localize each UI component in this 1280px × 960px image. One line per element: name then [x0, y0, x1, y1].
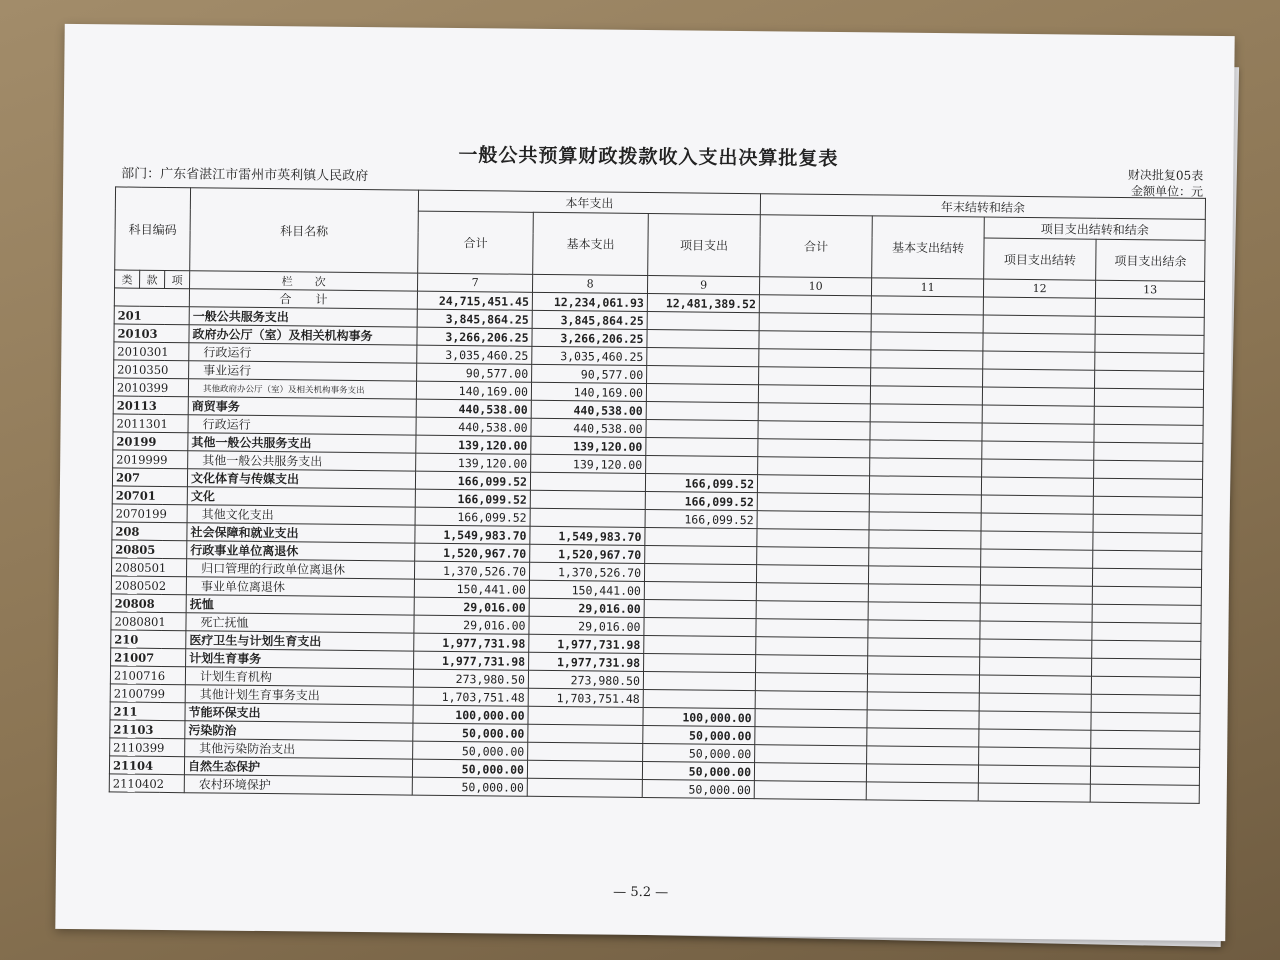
empty-cell — [1091, 676, 1200, 695]
total-cell: 50,000.00 — [413, 723, 528, 742]
empty-cell — [983, 315, 1095, 334]
basic-cell: 1,370,526.70 — [530, 562, 645, 581]
subject-code-cell: 21007 — [111, 648, 186, 667]
total-cell: 140,169.00 — [416, 381, 531, 400]
project-cell — [644, 564, 756, 583]
empty-cell — [1090, 766, 1199, 785]
subject-code-cell: 208 — [112, 522, 187, 541]
header-lanci: 栏 次 — [190, 271, 418, 291]
project-cell — [645, 546, 757, 565]
total-cell: 150,441.00 — [414, 579, 529, 598]
col-number-10: 10 — [760, 277, 872, 296]
project-cell — [647, 312, 759, 331]
total-cell: 1,977,731.98 — [414, 651, 529, 670]
basic-cell — [527, 760, 642, 779]
empty-cell — [981, 567, 1093, 586]
empty-cell — [757, 529, 869, 548]
empty-cell — [1093, 478, 1202, 497]
empty-cell — [871, 368, 983, 387]
empty-cell — [1093, 532, 1202, 551]
empty-cell — [870, 386, 982, 405]
total-cell: 440,538.00 — [416, 399, 531, 418]
subject-code-cell: 2010399 — [113, 378, 188, 397]
empty-cell — [1092, 658, 1201, 677]
empty-cell — [757, 547, 869, 566]
total-cell: 50,000.00 — [412, 777, 527, 796]
subject-name-cell: 其他一般公共服务支出 — [188, 433, 416, 453]
empty-cell — [1092, 604, 1201, 623]
department-label: 部门：广东省湛江市雷州市英利镇人民政府 — [121, 166, 369, 185]
basic-cell: 3,266,206.25 — [532, 328, 647, 347]
form-code-block — [1128, 167, 1204, 200]
total-cell: 50,000.00 — [412, 759, 527, 778]
col-number-12: 12 — [984, 279, 1096, 298]
subject-name-cell: 抚恤 — [186, 595, 414, 615]
project-cell — [646, 438, 758, 457]
total-cell: 3,035,460.25 — [417, 345, 532, 364]
basic-cell: 440,538.00 — [531, 400, 646, 419]
subject-code-cell: 2100799 — [110, 684, 185, 703]
project-cell: 166,099.52 — [645, 474, 757, 493]
basic-cell — [527, 778, 642, 797]
subject-code-cell: 20805 — [112, 540, 187, 559]
empty-cell — [1094, 460, 1203, 479]
empty-cell — [755, 673, 867, 692]
subject-code-cell: 2100716 — [110, 666, 185, 685]
empty-cell — [759, 331, 871, 350]
subject-code-cell: 20808 — [111, 594, 186, 613]
basic-cell: 29,016.00 — [529, 598, 644, 617]
total-cell: 90,577.00 — [417, 363, 532, 382]
subject-code-cell: 21103 — [110, 720, 185, 739]
empty-cell — [980, 585, 1092, 604]
total-cell: 166,099.52 — [415, 507, 530, 526]
empty-cell — [867, 746, 979, 765]
basic-cell: 139,120.00 — [531, 454, 646, 473]
project-cell — [644, 653, 756, 672]
subject-name-cell: 污染防治 — [185, 721, 413, 741]
basic-cell: 440,538.00 — [531, 418, 646, 437]
empty-cell — [982, 459, 1094, 478]
col-number-7: 7 — [418, 273, 533, 292]
totals-project: 12,481,389.52 — [647, 294, 759, 313]
empty-cell — [868, 584, 980, 603]
subject-code-cell: 207 — [112, 468, 187, 487]
subject-code-cell: 2080801 — [111, 612, 186, 631]
total-cell: 100,000.00 — [413, 705, 528, 724]
subject-name-cell: 事业单位离退休 — [186, 577, 414, 597]
empty-cell — [980, 639, 1092, 658]
subject-code-cell: 201 — [114, 306, 189, 325]
project-cell: 50,000.00 — [642, 761, 754, 780]
empty-cell — [979, 675, 1091, 694]
subject-code-cell: 211 — [110, 702, 185, 721]
basic-cell: 150,441.00 — [529, 580, 644, 599]
subject-name-cell: 行政运行 — [189, 343, 417, 363]
subject-code-cell: 20113 — [113, 396, 188, 415]
empty-cell — [1094, 424, 1203, 443]
total-cell: 1,520,967.70 — [415, 543, 530, 562]
empty-cell — [871, 332, 983, 351]
subject-name-cell: 其他污染防治支出 — [185, 739, 413, 759]
subject-code-cell: 2110399 — [110, 738, 185, 757]
empty-cell — [980, 603, 1092, 622]
subject-name-cell: 行政事业单位离退休 — [187, 541, 415, 561]
subject-code-cell: 2011301 — [113, 414, 188, 433]
total-cell: 1,549,983.70 — [415, 525, 530, 544]
empty-cell — [982, 405, 1094, 424]
total-cell: 1,977,731.98 — [414, 633, 529, 652]
subject-name-cell: 计划生育事务 — [186, 649, 414, 669]
empty-cell — [979, 747, 1091, 766]
empty-cell — [983, 333, 1095, 352]
page-number: — 5.2 — — [613, 884, 669, 901]
empty-cell — [1094, 406, 1203, 425]
empty-cell — [979, 693, 1091, 712]
total-cell: 29,016.00 — [414, 615, 529, 634]
project-cell — [644, 635, 756, 654]
empty-cell — [758, 385, 870, 404]
empty-cell — [1093, 496, 1202, 515]
empty-cell — [1092, 640, 1201, 659]
subject-name-cell: 其他政府办公厅（室）及相关机构事务支出 — [188, 379, 416, 399]
basic-cell: 1,977,731.98 — [529, 652, 644, 671]
empty-cell — [978, 765, 1090, 784]
empty-cell — [1091, 730, 1200, 749]
project-cell — [643, 671, 755, 690]
totals-basic: 12,234,061.93 — [532, 292, 647, 311]
subject-code-cell: 210 — [111, 630, 186, 649]
project-cell: 166,099.52 — [645, 510, 757, 529]
project-cell — [647, 348, 759, 367]
project-cell — [644, 617, 756, 636]
basic-cell: 29,016.00 — [529, 616, 644, 635]
header-total: 合计 — [418, 211, 534, 274]
total-cell: 3,845,864.25 — [417, 309, 532, 328]
project-cell — [644, 599, 756, 618]
basic-cell: 3,035,460.25 — [532, 346, 647, 365]
header-basic: 基本支出 — [533, 212, 649, 275]
col-number-8: 8 — [533, 274, 648, 293]
empty-cell — [1091, 748, 1200, 767]
project-cell: 50,000.00 — [643, 725, 755, 744]
col-number-13: 13 — [1096, 280, 1205, 299]
empty-cell — [755, 709, 867, 728]
empty-cell — [1091, 694, 1200, 713]
subject-name-cell: 节能环保支出 — [185, 703, 413, 723]
empty-cell — [980, 657, 1092, 676]
empty-cell — [871, 350, 983, 369]
empty-cell — [757, 493, 869, 512]
subject-name-cell: 政府办公厅（室）及相关机构事务 — [189, 325, 417, 345]
empty-cell — [757, 565, 869, 584]
empty-cell — [868, 620, 980, 639]
col-number-9: 9 — [648, 276, 760, 295]
header-xiang: 项 — [165, 270, 190, 288]
project-cell: 50,000.00 — [643, 743, 755, 762]
empty-cell — [1095, 352, 1204, 371]
empty-cell — [866, 782, 978, 801]
empty-cell — [758, 403, 870, 422]
empty-cell — [867, 710, 979, 729]
basic-cell: 1,549,983.70 — [530, 526, 645, 545]
subject-code-cell: 2019999 — [113, 450, 188, 469]
empty-cell — [867, 728, 979, 747]
empty-cell — [758, 439, 870, 458]
subject-code-cell: 21104 — [109, 756, 184, 775]
header-ye-project-carry: 项目支出结转 — [984, 238, 1096, 280]
budget-table — [109, 186, 1206, 803]
empty-cell — [757, 511, 869, 530]
empty-cell — [981, 513, 1093, 532]
empty-cell — [868, 602, 980, 621]
total-cell: 166,099.52 — [415, 489, 530, 508]
empty-cell — [869, 530, 981, 549]
empty-cell — [869, 512, 981, 531]
total-cell: 3,266,206.25 — [417, 327, 532, 346]
empty-cell — [983, 369, 1095, 388]
empty-cell — [978, 783, 1090, 802]
basic-cell — [530, 472, 645, 491]
basic-cell: 1,977,731.98 — [529, 634, 644, 653]
project-cell — [647, 330, 759, 349]
subject-name-cell: 其他文化支出 — [187, 505, 415, 525]
empty-cell — [980, 621, 1092, 640]
total-cell: 1,703,751.48 — [413, 687, 528, 706]
subject-code-cell: 2010301 — [114, 342, 189, 361]
empty-cell — [870, 440, 982, 459]
project-cell — [646, 420, 758, 439]
empty-cell — [979, 729, 1091, 748]
empty-cell — [1091, 712, 1200, 731]
subject-name-cell: 其他一般公共服务支出 — [188, 451, 416, 471]
empty-cell — [755, 727, 867, 746]
basic-cell — [528, 742, 643, 761]
project-cell — [647, 366, 759, 385]
subject-name-cell: 文化 — [187, 487, 415, 507]
empty-cell — [871, 314, 983, 333]
subject-code-cell: 2070199 — [112, 504, 187, 523]
header-ye-project-group: 项目支出结转和结余 — [984, 217, 1205, 240]
project-cell — [646, 402, 758, 421]
unit-label: 金额单位：元 — [1130, 184, 1204, 199]
subject-code-cell: 20103 — [114, 324, 189, 343]
subject-name-cell: 计划生育机构 — [185, 667, 413, 687]
empty-cell — [756, 583, 868, 602]
header-subject-code: 科目编码 — [115, 187, 191, 271]
empty-cell — [979, 711, 1091, 730]
empty-cell — [870, 458, 982, 477]
subject-code-cell: 2110402 — [109, 774, 184, 793]
subject-name-cell: 社会保障和就业支出 — [187, 523, 415, 543]
empty-cell — [755, 745, 867, 764]
subject-name-cell: 归口管理的行政单位离退休 — [187, 559, 415, 579]
header-current-year: 本年支出 — [418, 190, 760, 215]
empty-cell — [868, 638, 980, 657]
basic-cell: 139,120.00 — [531, 436, 646, 455]
totals-label: 合 计 — [189, 289, 417, 309]
total-cell: 139,120.00 — [416, 453, 531, 472]
empty-cell — [982, 387, 1094, 406]
empty-cell — [869, 566, 981, 585]
empty-cell — [981, 477, 1093, 496]
total-cell: 139,120.00 — [416, 435, 531, 454]
total-cell: 1,370,526.70 — [415, 561, 530, 580]
subject-code-cell: 2080502 — [111, 576, 186, 595]
subject-code-cell: 2080501 — [111, 558, 186, 577]
project-cell — [644, 582, 756, 601]
empty-cell — [868, 656, 980, 675]
header-lei: 类 — [115, 270, 140, 288]
empty-cell — [1092, 586, 1201, 605]
empty-cell — [756, 601, 868, 620]
empty-cell — [869, 548, 981, 567]
empty-cell — [1094, 388, 1203, 407]
basic-cell: 3,845,864.25 — [532, 310, 647, 329]
page-title: 一般公共预算财政拨款收入支出决算批复表 — [458, 144, 839, 171]
subject-name-cell: 文化体育与传媒支出 — [187, 469, 415, 489]
empty-cell — [870, 422, 982, 441]
project-cell — [643, 689, 755, 708]
basic-cell — [530, 508, 645, 527]
basic-cell — [530, 490, 645, 509]
subject-name-cell: 事业运行 — [189, 361, 417, 381]
total-cell: 440,538.00 — [416, 417, 531, 436]
empty-cell — [981, 495, 1093, 514]
subject-name-cell: 商贸事务 — [188, 397, 416, 417]
empty-cell — [759, 313, 871, 332]
empty-cell — [758, 457, 870, 476]
empty-cell — [1090, 784, 1199, 803]
empty-cell — [1093, 514, 1202, 533]
empty-cell — [756, 619, 868, 638]
project-cell — [646, 384, 758, 403]
empty-cell — [756, 655, 868, 674]
subject-name-cell: 医疗卫生与计划生育支出 — [186, 631, 414, 651]
header-kuan: 款 — [140, 270, 165, 288]
basic-cell: 90,577.00 — [532, 364, 647, 383]
project-cell — [645, 528, 757, 547]
empty-cell — [759, 367, 871, 386]
subject-code-cell: 20701 — [112, 486, 187, 505]
empty-cell — [1095, 334, 1204, 353]
subject-name-cell: 行政运行 — [188, 415, 416, 435]
empty-cell — [1092, 622, 1201, 641]
subject-name-cell: 自然生态保护 — [184, 757, 412, 777]
basic-cell: 1,520,967.70 — [530, 544, 645, 563]
empty-cell — [759, 349, 871, 368]
project-cell: 166,099.52 — [645, 492, 757, 511]
empty-cell — [869, 494, 981, 513]
empty-cell — [867, 674, 979, 693]
basic-cell: 140,169.00 — [531, 382, 646, 401]
subject-name-cell: 一般公共服务支出 — [189, 307, 417, 327]
empty-cell — [757, 475, 869, 494]
subject-name-cell: 农村环境保护 — [184, 775, 412, 795]
budget-table-wrapper — [109, 186, 1205, 803]
empty-cell — [1095, 370, 1204, 389]
total-cell: 273,980.50 — [413, 669, 528, 688]
header-ye-basic: 基本支出结转 — [872, 216, 985, 279]
budget-rows — [109, 306, 1204, 803]
empty-cell — [1095, 316, 1204, 335]
header-year-end: 年末结转和结余 — [760, 194, 1205, 220]
project-cell: 100,000.00 — [643, 707, 755, 726]
subject-name-cell: 死亡抚恤 — [186, 613, 414, 633]
header-ye-project-surplus: 项目支出结余 — [1096, 239, 1205, 281]
total-cell: 50,000.00 — [413, 741, 528, 760]
basic-cell — [528, 706, 643, 725]
empty-cell — [870, 404, 982, 423]
empty-cell — [867, 692, 979, 711]
empty-cell — [754, 781, 866, 800]
empty-cell — [754, 763, 866, 782]
header-project: 项目支出 — [648, 214, 761, 277]
basic-cell — [528, 724, 643, 743]
empty-cell — [982, 441, 1094, 460]
empty-cell — [981, 531, 1093, 550]
form-code: 财决批复05表 — [1127, 168, 1204, 183]
empty-cell — [866, 764, 978, 783]
basic-cell: 1,703,751.48 — [528, 688, 643, 707]
empty-cell — [981, 549, 1093, 568]
project-cell: 50,000.00 — [642, 779, 754, 798]
empty-cell — [1093, 568, 1202, 587]
subject-name-cell: 其他计划生育事务支出 — [185, 685, 413, 705]
empty-cell — [758, 421, 870, 440]
empty-cell — [756, 637, 868, 656]
subject-code-cell: 20199 — [113, 432, 188, 451]
empty-cell — [982, 423, 1094, 442]
empty-cell — [1094, 442, 1203, 461]
header-subject-name: 科目名称 — [190, 188, 419, 273]
total-cell: 166,099.52 — [415, 471, 530, 490]
project-cell — [646, 456, 758, 475]
empty-cell — [755, 691, 867, 710]
basic-cell: 273,980.50 — [528, 670, 643, 689]
empty-cell — [869, 476, 981, 495]
totals-total: 24,715,451.45 — [417, 291, 532, 310]
total-cell: 29,016.00 — [414, 597, 529, 616]
col-number-11: 11 — [872, 278, 984, 297]
empty-cell — [983, 351, 1095, 370]
empty-cell — [1093, 550, 1202, 569]
subject-code-cell: 2010350 — [114, 360, 189, 379]
document-page — [55, 24, 1234, 941]
header-ye-total: 合计 — [760, 215, 873, 278]
